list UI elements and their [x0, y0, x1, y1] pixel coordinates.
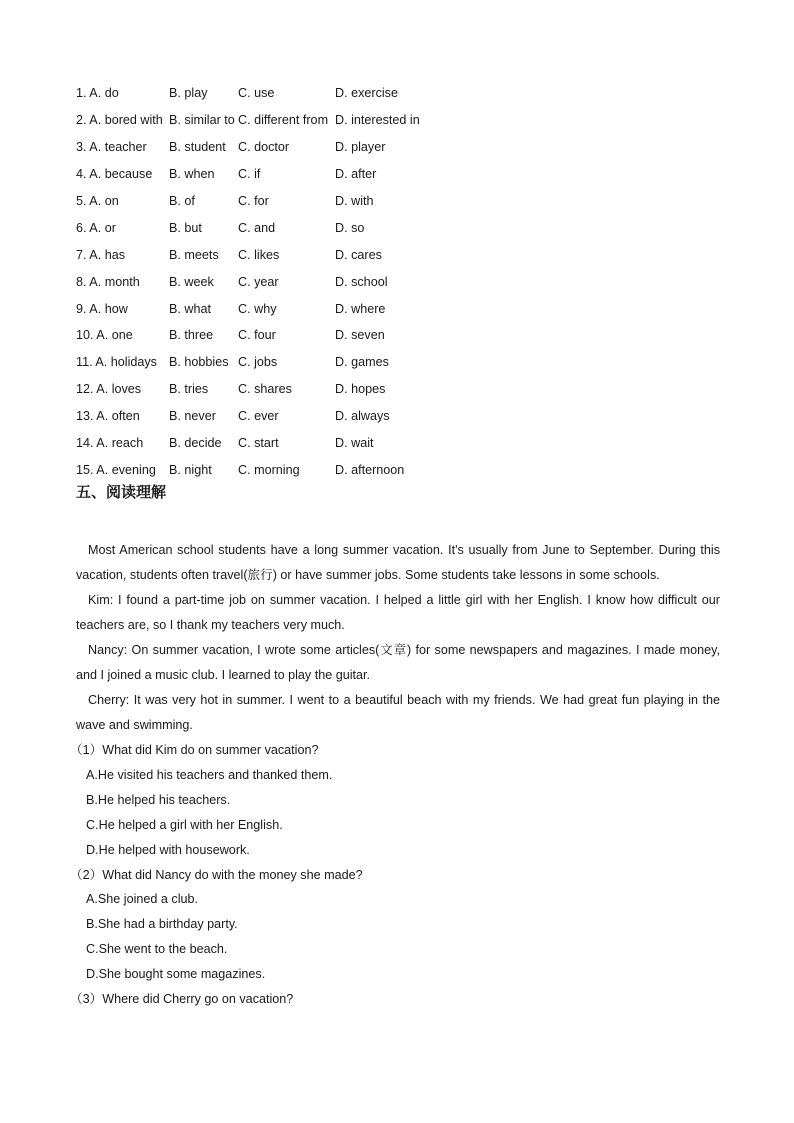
option-row — [76, 376, 445, 403]
option-c: C. shares — [238, 382, 292, 397]
option-d: D. wait — [335, 436, 374, 451]
option-a: 3. A. teacher — [76, 140, 147, 155]
passage-cherry: Cherry: It was very hot in summer. I went to a beautiful beach with my friends. We had great fun playing in the wave and swimming. — [76, 693, 720, 732]
option-row — [76, 107, 445, 134]
option-d: D. with — [335, 194, 374, 208]
choice-b: B.He helped his teachers. — [86, 792, 231, 807]
option-b: B. play — [169, 86, 208, 101]
question-stem-text: （3）Where did Cherry go on vacation? — [70, 992, 294, 1007]
option-b: B. what — [169, 301, 211, 316]
option-b: B. but — [169, 220, 202, 235]
choice-c: C.He helped a girl with her English. — [86, 817, 283, 832]
option-d: D. hopes — [335, 382, 386, 397]
option-a: 6. A. or — [76, 220, 116, 235]
option-c: C. if — [238, 167, 261, 182]
choice-c: C.She went to the beach. — [86, 942, 228, 957]
option-b: B. hobbies — [169, 355, 229, 370]
option-row — [76, 80, 445, 107]
option-b: B. when — [169, 167, 215, 182]
options-body — [76, 80, 445, 483]
option-b: B. of — [169, 194, 195, 208]
option-c: C. doctor — [238, 140, 290, 155]
option-d: D. interested in — [335, 113, 420, 128]
option-d: D. games — [335, 355, 389, 370]
option-a: 4. A. because — [76, 167, 153, 182]
option-row — [76, 268, 445, 295]
option-d: D. so — [335, 220, 365, 235]
option-c: C. four — [238, 328, 276, 343]
option-d: D. where — [335, 301, 386, 316]
passage-nancy: Nancy: On summer vacation, I wrote some articles(文章) for some newspapers and magazines. I made money, and I joined a music club. I learned to play the guitar. — [76, 643, 720, 682]
question-stem — [70, 863, 720, 888]
option-a: 5. A. on — [76, 194, 119, 208]
option-a: 7. A. has — [76, 247, 126, 262]
option-b: B. three — [169, 328, 214, 343]
option-a: 1. A. do — [76, 86, 119, 101]
option-c: C. different from — [238, 113, 329, 128]
question-stem — [70, 987, 720, 1012]
question-2 — [70, 863, 720, 988]
option-c: C. and — [238, 220, 276, 235]
question-stem — [70, 738, 720, 763]
option-d: D. cares — [335, 247, 382, 262]
question-3 — [70, 987, 720, 1012]
option-d: D. after — [335, 167, 377, 182]
option-row — [76, 295, 445, 322]
option-b: B. never — [169, 409, 216, 424]
option-c: C. start — [238, 436, 279, 451]
option-c: C. for — [238, 194, 269, 208]
option-c: C. jobs — [238, 355, 278, 370]
option-b: B. meets — [169, 247, 219, 262]
reading-passage — [76, 538, 720, 738]
option-c: C. ever — [238, 409, 279, 424]
option-a: 10. A. one — [76, 328, 133, 343]
option-d: D. always — [335, 409, 390, 424]
option-c: C. use — [238, 86, 275, 101]
option-row — [76, 349, 445, 376]
option-a: 11. A. holidays — [76, 355, 157, 370]
question-stem-text: （1）What did Kim do on summer vacation? — [70, 743, 319, 757]
option-a: 9. A. how — [76, 301, 128, 316]
choice-a: A.He visited his teachers and thanked them. — [86, 767, 333, 782]
option-b: B. student — [169, 140, 226, 155]
question-1 — [70, 738, 720, 863]
option-b: B. week — [169, 274, 214, 289]
option-d: D. seven — [335, 328, 385, 343]
passage-intro: Most American school students have a long summer vacation. It's usually from June to September. During this vacation, students often travel(旅行) or have summer jobs. Some students take lessons in some schools. — [76, 543, 720, 582]
questions-list — [70, 738, 720, 1012]
option-row — [76, 403, 445, 430]
option-row — [76, 161, 445, 188]
section-title: 五、阅读理解 — [76, 483, 167, 501]
option-row — [76, 322, 445, 349]
option-d: D. exercise — [335, 86, 398, 101]
choice-d: D.He helped with housework. — [86, 842, 250, 857]
option-b: B. night — [169, 462, 212, 477]
option-a: 2. A. bored with — [76, 113, 163, 128]
choice-b: B.She had a birthday party. — [86, 917, 238, 932]
option-b: B. decide — [169, 436, 222, 451]
option-row — [76, 241, 445, 268]
option-b: B. similar to — [169, 113, 235, 128]
option-row — [76, 214, 445, 241]
option-b: B. tries — [169, 382, 209, 397]
option-c: C. why — [238, 301, 277, 316]
passage-kim: Kim: I found a part-time job on summer vacation. I helped a little girl with her English. I know how difficult our teachers are, so I thank my teachers very much. — [76, 593, 720, 632]
option-d: D. player — [335, 140, 386, 155]
option-d: D. afternoon — [335, 462, 405, 477]
option-d: D. school — [335, 274, 388, 289]
option-row — [76, 456, 445, 483]
option-row — [76, 430, 445, 457]
choice-d: D.She bought some magazines. — [86, 967, 266, 982]
option-a: 8. A. month — [76, 274, 140, 289]
option-row — [76, 134, 445, 161]
option-a: 12. A. loves — [76, 382, 142, 397]
option-a: 14. A. reach — [76, 436, 144, 451]
options-table — [76, 80, 445, 483]
option-c: C. likes — [238, 247, 280, 262]
option-c: C. year — [238, 274, 279, 289]
option-a: 15. A. evening — [76, 462, 156, 477]
option-c: C. morning — [238, 462, 300, 477]
question-stem-text: （2）What did Nancy do with the money she made? — [70, 867, 363, 882]
option-row — [76, 188, 445, 215]
choice-a: A.She joined a club. — [86, 892, 199, 907]
option-a: 13. A. often — [76, 409, 140, 424]
